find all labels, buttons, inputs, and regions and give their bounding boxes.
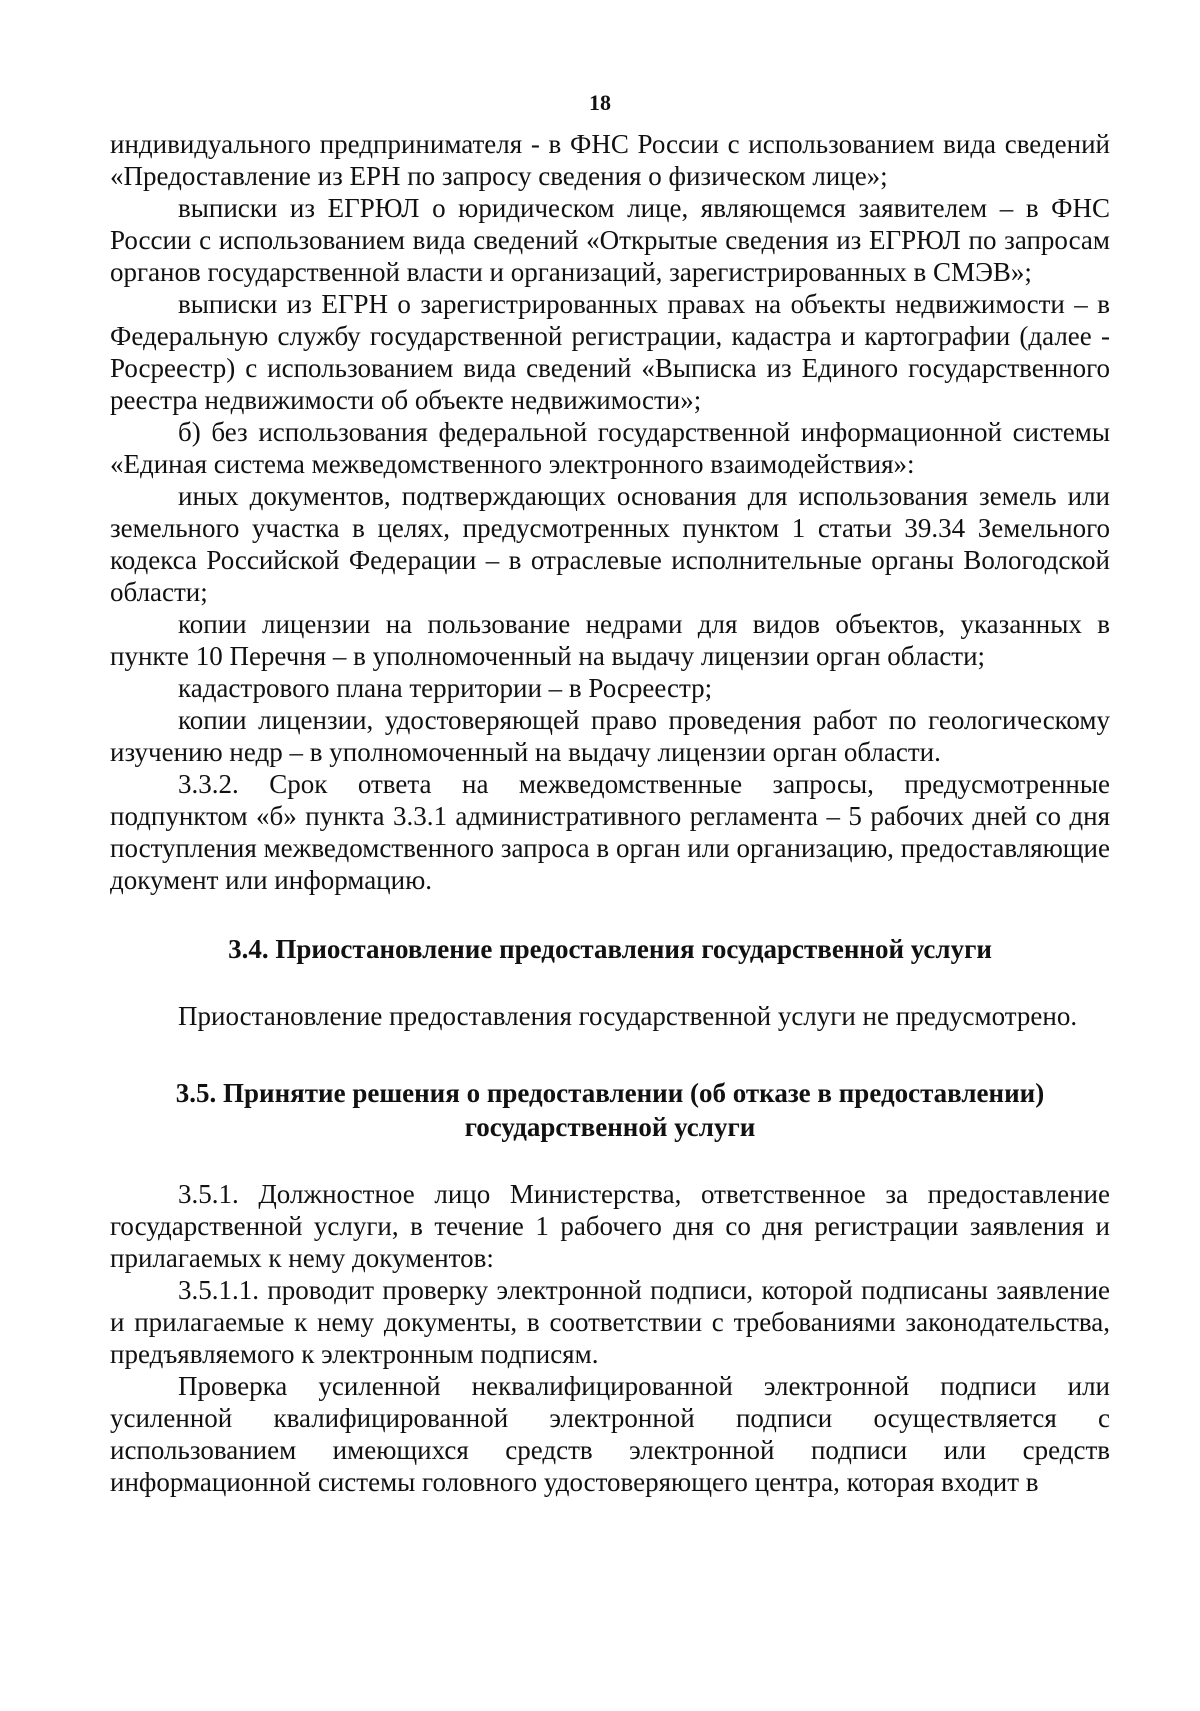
paragraph: кадастрового плана территории – в Росреестр; (178, 673, 713, 703)
paragraph: индивидуального предпринимателя - в ФНС России с использованием вида сведений «Предоставление из ЕРН по запросу сведения о физическом лице»; (110, 129, 1110, 191)
paragraph: б) без использования федеральной государственной информационной системы «Единая система межведомственного электронного взаимодействия»: (110, 417, 1110, 479)
paragraph: копии лицензии, удостоверяющей право проведения работ по геологическому изучению недр – в уполномоченный на выдачу лицензии орган области. (110, 705, 1110, 767)
section-heading-3-4: 3.4. Приостановление предоставления государственной услуги (228, 934, 992, 964)
page-number: 18 (589, 90, 611, 115)
paragraph: 3.3.2. Срок ответа на межведомственные запросы, предусмотренные подпунктом «б» пункта 3.3.1 административного регламента – 5 рабочих дней со дня поступления межведомственного запроса в орган или организацию, предоставляющие документ или информацию. (110, 769, 1110, 895)
section-heading-3-5 (110, 1076, 1110, 1144)
paragraph: иных документов, подтверждающих основания для использования земель или земельного участка в целях, предусмотренных пунктом 1 статьи 39.34 Земельного кодекса Российской Федерации – в отраслевые исполнительные органы Вологодской области; (110, 481, 1110, 607)
section-heading-3-5-line1: 3.5. Принятие решения о предоставлении (об отказе в предоставлении) (175, 1078, 1045, 1108)
paragraph: выписки из ЕГРЮЛ о юридическом лице, являющемся заявителем – в ФНС России с использованием вида сведений «Открытые сведения из ЕГРЮЛ по запросам органов государственной власти и организаций, зарегистрированных в СМЭВ»; (110, 193, 1110, 287)
section-heading-3-5-line2: государственной услуги (464, 1112, 756, 1142)
paragraph: выписки из ЕГРН о зарегистрированных правах на объекты недвижимости – в Федеральную службу государственной регистрации, кадастра и картографии (далее - Росреестр) с использованием вида сведений «Выписка из Единого государственного реестра недвижимости об объекте недвижимости»; (110, 289, 1110, 415)
paragraph: 3.5.1. Должностное лицо Министерства, ответственное за предоставление государственной услуги, в течение 1 рабочего дня со дня регистрации заявления и прилагаемых к нему документов: (110, 1179, 1110, 1273)
paragraph: Приостановление предоставления государственной услуги не предусмотрено. (178, 1001, 1078, 1031)
paragraph: Проверка усиленной неквалифицированной электронной подписи или усиленной квалифицированной электронной подписи осуществляется с использованием имеющихся средств электронной подписи или средств информационной системы головного удостоверяющего центра, которая входит в (110, 1371, 1110, 1497)
paragraph: копии лицензии на пользование недрами для видов объектов, указанных в пункте 10 Перечня – в уполномоченный на выдачу лицензии орган области; (110, 609, 1110, 671)
paragraph: 3.5.1.1. проводит проверку электронной подписи, которой подписаны заявление и прилагаемые к нему документы, в соответствии с требованиями законодательства, предъявляемого к электронным подписям. (110, 1275, 1110, 1369)
document-body (110, 128, 1110, 1498)
